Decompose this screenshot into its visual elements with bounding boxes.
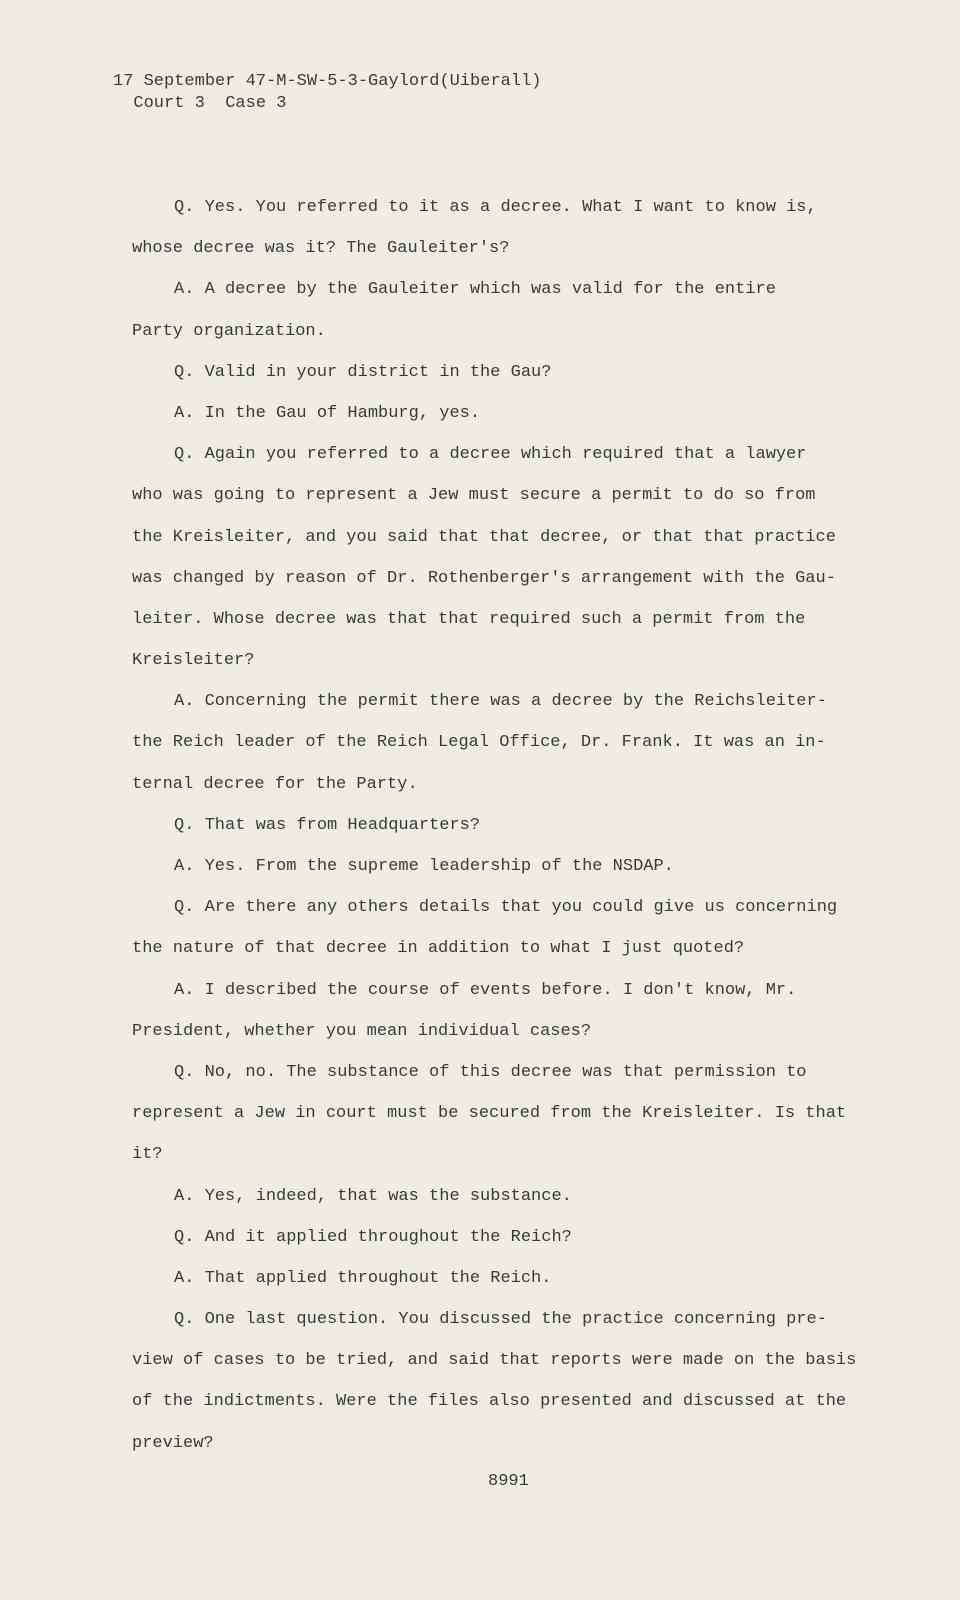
transcript-line: Kreisleiter? [132, 651, 255, 671]
page-number: 8991 [488, 1472, 529, 1491]
transcript-line: whose decree was it? The Gauleiter's? [132, 239, 510, 259]
transcript-line: A. Yes. From the supreme leadership of the NSDAP. [174, 857, 674, 876]
transcript-line: Q. No, no. The substance of this decree was that permission to [174, 1062, 807, 1082]
transcript-line: it? [132, 1145, 163, 1165]
transcript-line: Q. Again you referred to a decree which required that a lawyer [174, 445, 807, 465]
transcript-line: preview? [132, 1433, 214, 1453]
transcript-line: Q. Valid in your district in the Gau? [174, 362, 552, 382]
transcript-line: Q. One last question. You discussed the practice concerning pre- [174, 1310, 827, 1330]
transcript-line: the Reich leader of the Reich Legal Office, Dr. Frank. It was an in- [132, 733, 826, 753]
document-header-date-line: 17 September 47-M-SW-5-3-Gaylord(Uiberall) [113, 72, 542, 91]
document-header-court-line: Court 3 Case 3 [113, 94, 287, 113]
transcript-body [132, 196, 892, 1473]
transcript-line: A. That applied throughout the Reich. [174, 1268, 552, 1288]
transcript-line: A. Yes, indeed, that was the substance. [174, 1186, 572, 1206]
transcript-line: represent a Jew in court must be secured from the Kreisleiter. Is that [132, 1104, 847, 1124]
transcript-line: the nature of that decree in addition to what I just quoted? [132, 939, 745, 959]
transcript-line: leiter. Whose decree was that that required such a permit from the [132, 609, 806, 629]
transcript-line: view of cases to be tried, and said that reports were made on the basis [132, 1351, 857, 1371]
transcript-line: President, whether you mean individual cases? [132, 1021, 592, 1041]
transcript-line: A. I described the course of events before. I don't know, Mr. [174, 980, 797, 1000]
transcript-line: A. In the Gau of Hamburg, yes. [174, 403, 481, 423]
transcript-line: ternal decree for the Party. [132, 774, 418, 794]
transcript-line: Party organization. [132, 321, 326, 341]
transcript-line: A. Concerning the permit there was a decree by the Reichsleiter- [174, 692, 827, 712]
transcript-line: Q. That was from Headquarters? [174, 815, 481, 835]
transcript-line: Q. Are there any others details that you could give us concerning [174, 898, 838, 918]
transcript-line: Q. Yes. You referred to it as a decree. What I want to know is, [174, 198, 817, 217]
transcript-line: of the indictments. Were the files also presented and discussed at the [132, 1392, 847, 1412]
transcript-line: Q. And it applied throughout the Reich? [174, 1227, 572, 1247]
transcript-line: A. A decree by the Gauleiter which was valid for the entire [174, 280, 776, 300]
transcript-line: was changed by reason of Dr. Rothenberger's arrangement with the Gau- [132, 568, 836, 588]
transcript-line: who was going to represent a Jew must secure a permit to do so from [132, 486, 816, 506]
transcript-line: the Kreisleiter, and you said that that decree, or that that practice [132, 527, 836, 547]
